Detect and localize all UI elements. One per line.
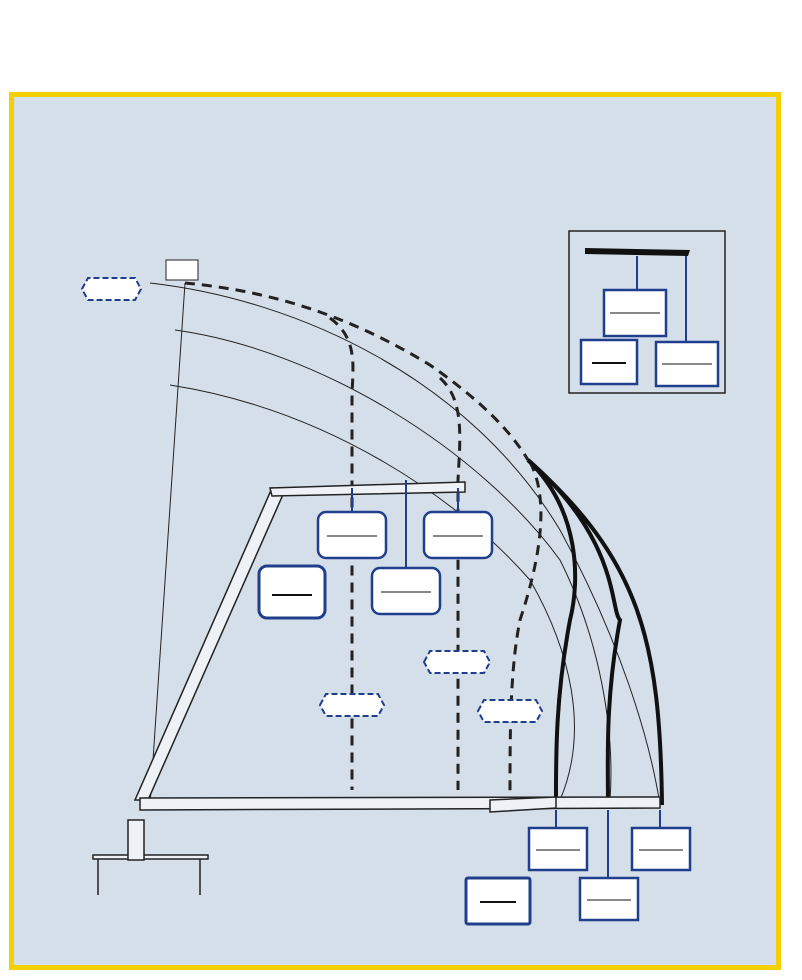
jib-inset — [569, 231, 725, 393]
crane-column — [128, 820, 144, 860]
crane-base — [93, 855, 208, 859]
unit-box-left — [259, 566, 325, 618]
dashed-upper-curve — [185, 283, 528, 460]
kg-tag — [82, 278, 141, 300]
boom-extension — [270, 482, 465, 496]
load-label-395 — [580, 810, 638, 920]
solid-460-curve — [528, 460, 575, 805]
tag-535 — [478, 700, 542, 722]
unit-box-bottom — [466, 878, 530, 924]
angle-box — [166, 260, 198, 280]
load-label-1485 — [318, 488, 386, 558]
load-label-460 — [529, 810, 587, 870]
dashed-535-line — [510, 462, 541, 800]
load-label-535 — [424, 488, 492, 558]
folded-boom — [140, 797, 660, 810]
tag-1485 — [320, 694, 384, 716]
tag-755 — [424, 651, 490, 673]
dashed-755-line — [440, 378, 460, 790]
jib-section — [490, 797, 556, 812]
main-boom — [135, 488, 285, 800]
load-label-345 — [632, 810, 690, 870]
